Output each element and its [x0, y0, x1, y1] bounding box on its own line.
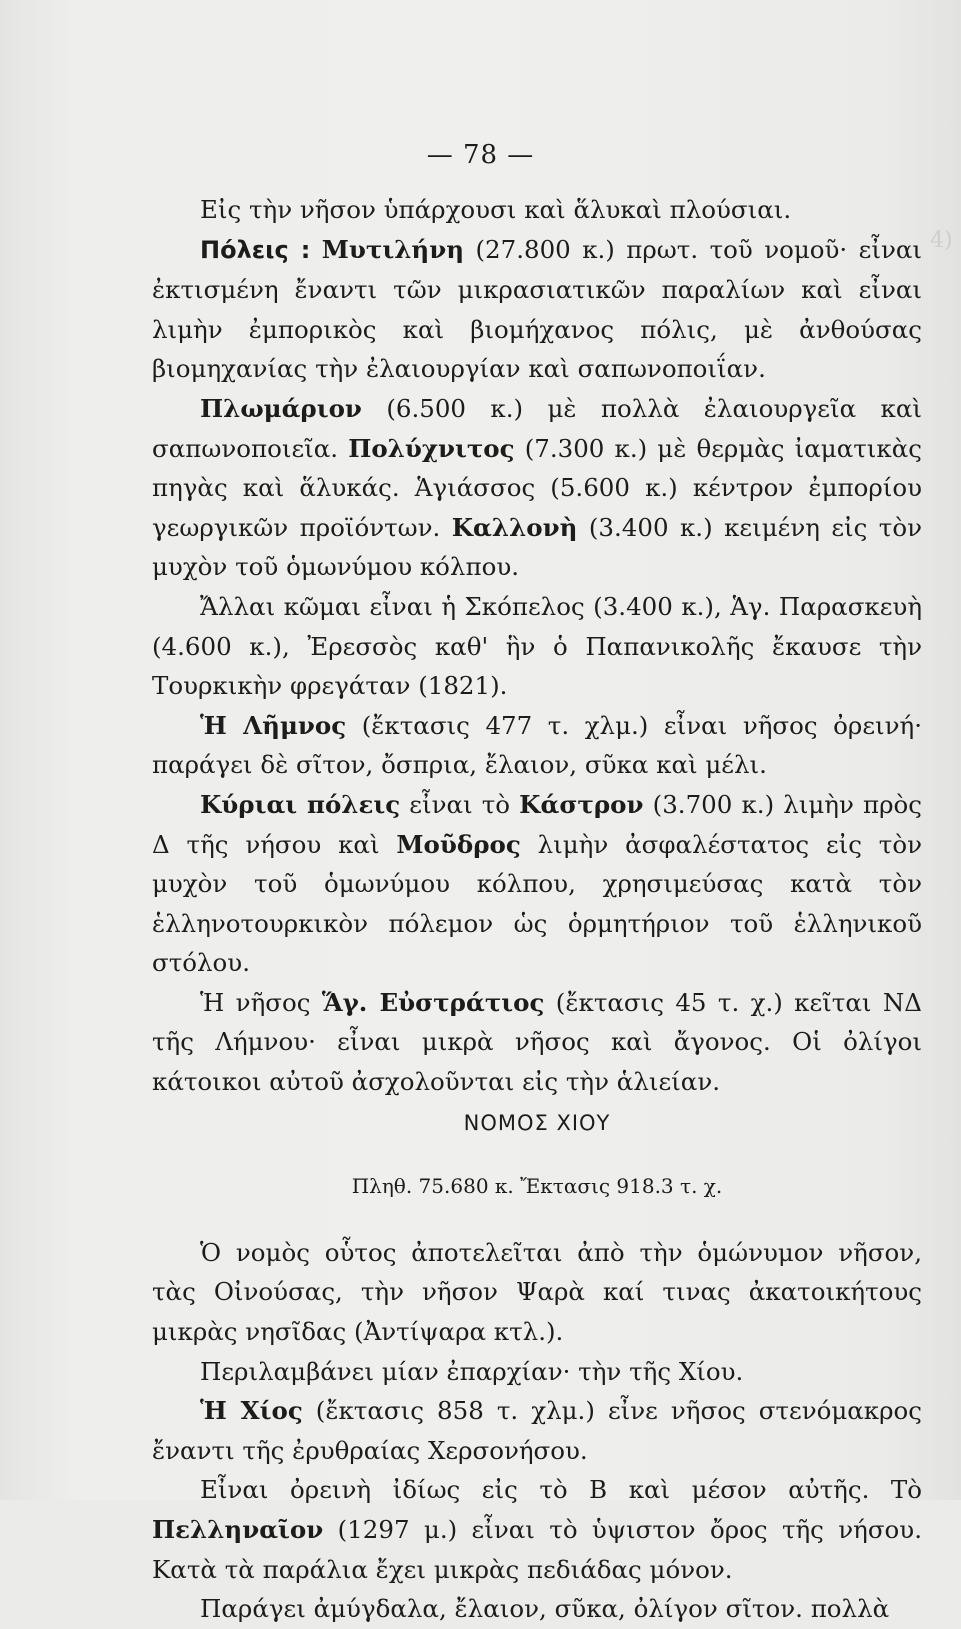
emphasized-term: Κάστρον [519, 789, 644, 819]
paragraph [152, 1470, 922, 1589]
paragraph [152, 230, 922, 389]
text-run: (ἔκτασις 45 τ. χ.) κεῖται ΝΔ τῆς Λήμνου· εἶναι μικρὰ νῆσος καὶ ἄγονος. Οἱ ὀλίγοι κάτοικοι αὐτοῦ ἀσχολοῦνται εἰς τὴν ἁλιείαν. [152, 987, 922, 1097]
paragraph [152, 389, 922, 587]
paragraph [152, 587, 922, 706]
paragraph [152, 1589, 922, 1629]
text-run: λιμὴν ἀσφαλέστατος εἰς τὸν μυχὸν τοῦ ὁμωνύμου κόλπου, χρησιμεύσας κατὰ τὸν ἑλληνοτουρκικὸν πόλεμον ὡς ὁρμητήριον τοῦ ἑλληνικοῦ στόλου. [152, 829, 922, 978]
section-title: ΝΟΜΟΣ ΧΙΟΥ [463, 1110, 611, 1135]
paragraphs-after-section [152, 1233, 922, 1629]
text-run: (1297 μ.) εἶναι τὸ ὑψιστον ὄρος τῆς νήσου. Κατὰ τὰ παράλια ἔχει μικρὰς πεδιάδας μόνον. [152, 1515, 922, 1584]
text-run: (3.700 κ.) λιμὴν πρὸς Δ τῆς νήσου καὶ [152, 789, 922, 859]
page-number: — 78 — [426, 140, 535, 170]
text-run: Περιλαμβάνει μίαν ἐπαρχίαν· τὴν τῆς Χίου. [200, 1356, 744, 1386]
paragraph [152, 983, 922, 1102]
text-run: (6.500 κ.) μὲ πολλὰ ἐλαιουργεῖα καὶ σαπωνοποιεῖα. [152, 393, 922, 463]
text-run: (ἔκτασις 477 τ. χλμ.) εἶναι νῆσος ὀρεινή· παράγει δὲ σῖτον, ὄσπρια, ἔλαιον, σῦκα καὶ μέλι. [152, 710, 922, 780]
body-text [152, 190, 922, 1629]
text-run: (ἔκτασις 858 τ. χλμ.) εἶνε νῆσος στενόμακρος ἔναντι τῆς ἐρυθραίας Χερσονήσου. [152, 1396, 922, 1465]
section-label: Πόλεις : [200, 235, 311, 264]
paragraph [152, 785, 922, 983]
paragraph [152, 190, 922, 230]
emphasized-term: Πολύχνιτος [348, 433, 515, 463]
text-run: εἶναι τὸ [400, 789, 520, 819]
emphasized-term: Ἡ Λῆμνος [200, 710, 347, 740]
text-run: Ὁ νομὸς οὗτος ἀποτελεῖται ἀπὸ τὴν ὁμώνυμον νῆσον, τὰς Οἰνούσας, τὴν νῆσον Ψαρὰ καί τινας ἀκατοικήτους μικρὰς νησῖδας (Ἀντίψαρα κτλ.). [152, 1237, 922, 1347]
emphasized-term: Κύριαι πόλεις [200, 789, 401, 819]
emphasized-term: Μοῦδρος [396, 829, 521, 859]
emphasized-term: Ἡ Χίος [200, 1396, 303, 1426]
text-run: Εἰς τὴν νῆσον ὑπάρχουσι καὶ ἅλυκαὶ πλούσιαι. [200, 195, 792, 224]
text-run: (7.300 κ.) μὲ θερμὰς ἰαματικὰς πηγὰς καὶ ἅλυκάς. Ἁγιάσσος (5.600 κ.) κέντρον ἐμπορίου γεωργικῶν προϊόντων. [152, 433, 922, 542]
emphasized-term: Πελληναῖον [152, 1515, 324, 1544]
paragraph [152, 1352, 922, 1392]
paragraphs-before-section [152, 190, 922, 1102]
text-run: (3.400 κ.) κειμένη εἰς τὸν μυχὸν τοῦ ὁμωνύμου κόλπου. [152, 512, 922, 582]
emphasized-term: Ἅγ. Εὐστράτιος [321, 987, 545, 1017]
emphasized-term: Καλλονὴ [451, 512, 578, 542]
emphasized-term: Μυτιλήνη [321, 234, 465, 264]
text-run: Παράγει ἀμύγδαλα, ἔλαιον, σῦκα, ὀλίγον σῖτον. πολλὰ [200, 1594, 890, 1624]
text-run: Ἄλλαι κῶμαι εἶναι ἡ Σκόπελος (3.400 κ.), Ἁγ. Παρασκευὴ (4.600 κ.), Ἐρεσσὸς καθ' ἣν ὁ Παπανικολῆς ἔκαυσε τὴν Τουρκικὴν φρεγάταν (1821). [152, 591, 922, 701]
emphasized-term: Πλωμάριον [200, 393, 362, 423]
paragraph [152, 1391, 922, 1470]
paragraph [152, 706, 922, 785]
text-run: Εἶναι ὀρεινὴ ἰδίως εἰς τὸ Β καὶ μέσον αὐτῆς. Τὸ [200, 1475, 922, 1505]
text-run: (27.800 κ.) πρωτ. τοῦ νομοῦ· εἶναι ἐκτισμένη ἔναντι τῶν μικρασιατικῶν παραλίων καὶ εἶναι λιμὴν ἐμπορικὸς καὶ βιομήχανος πόλις, μὲ ἀνθούσας βιομηχανίας τὴν ἐλαιουργίαν καὶ σαπωνοποιΐαν. [152, 234, 922, 384]
text-run [310, 235, 321, 264]
population-line: Πληθ. 75.680 κ. Ἔκτασις 918.3 τ. χ. [351, 1174, 723, 1199]
paragraph [152, 1233, 922, 1352]
bleed-through-mark: 4) [930, 228, 953, 253]
text-run: Ἡ νῆσος [200, 987, 322, 1017]
